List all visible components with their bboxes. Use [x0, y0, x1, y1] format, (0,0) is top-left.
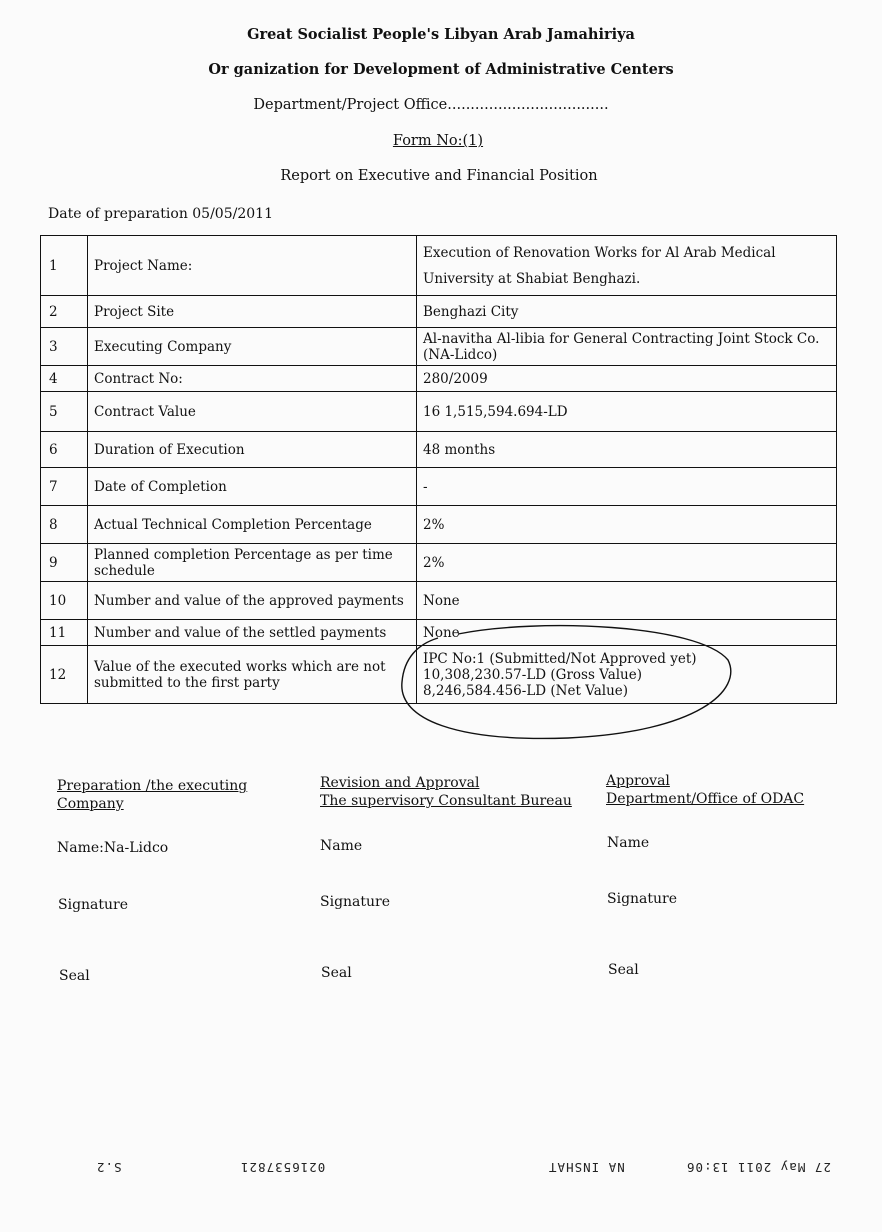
ipc-status: IPC No:1 (Submitted/Not Approved yet) [423, 650, 697, 667]
row-value: None [417, 620, 837, 646]
row-number: 2 [41, 296, 88, 328]
table-row [41, 296, 837, 328]
sig-col1-name: Name:Na-Lidco [57, 840, 169, 856]
sig-col1-heading-line1: Preparation /the executing [57, 778, 248, 794]
table-row [41, 582, 837, 620]
sig-col1-seal: Seal [59, 968, 90, 984]
row-value: 2% [417, 544, 837, 582]
row-number: 4 [41, 366, 88, 392]
table-row [41, 366, 837, 392]
fax-sender: NA INSHAT [548, 1160, 625, 1175]
table-row [41, 646, 837, 704]
row-number: 3 [41, 328, 88, 366]
table-row [41, 432, 837, 468]
row-label: Value of the executed works which are not submitted to the first party [88, 646, 417, 704]
header-organization: Or ganization for Development of Administrative Centers [208, 61, 674, 78]
sig-col3-name: Name [607, 835, 650, 851]
sig-col2-heading-line1: Revision and Approval [320, 775, 480, 791]
row-value: Execution of Renovation Works for Al Arab Medical University at Shabiat Benghazi. [417, 236, 837, 296]
date-of-preparation: Date of preparation 05/05/2011 [48, 206, 273, 222]
sig-col2-heading [320, 774, 572, 810]
table-row [41, 328, 837, 366]
row-number: 5 [41, 392, 88, 432]
row-label: Executing Company [88, 328, 417, 366]
row-value [417, 646, 837, 704]
row-label: Project Site [88, 296, 417, 328]
fax-timestamp: 27 May 2011 13:06 [686, 1160, 831, 1175]
report-title: Report on Executive and Financial Position [280, 168, 598, 184]
row-number: 1 [41, 236, 88, 296]
sig-col2-seal: Seal [321, 965, 352, 981]
row-label: Project Name: [88, 236, 417, 296]
ipc-gross-value: 10,308,230.57-LD (Gross Value) [423, 666, 643, 683]
row-number: 7 [41, 468, 88, 506]
table-row [41, 620, 837, 646]
row-number: 9 [41, 544, 88, 582]
row-value: 16 1,515,594.694-LD [417, 392, 837, 432]
row-label: Duration of Execution [88, 432, 417, 468]
project-info-table [40, 235, 837, 704]
row-number: 12 [41, 646, 88, 704]
row-number: 11 [41, 620, 88, 646]
sig-col2-signature: Signature [320, 894, 391, 910]
row-number: 8 [41, 506, 88, 544]
sig-col3-heading-line2: Department/Office of ODAC [606, 791, 805, 807]
sig-col3-signature: Signature [607, 891, 678, 907]
sig-col1-heading [57, 777, 247, 813]
header-department: Department/Project Office................................... [253, 97, 609, 113]
sig-col1-heading-line2: Company [57, 796, 124, 812]
row-label: Actual Technical Completion Percentage [88, 506, 417, 544]
row-label: Number and value of the approved payments [88, 582, 417, 620]
table-row [41, 544, 837, 582]
ipc-net-value: 8,246,584.456-LD (Net Value) [423, 682, 629, 699]
table-row [41, 236, 837, 296]
sig-col3-heading [606, 772, 804, 808]
header-country: Great Socialist People's Libyan Arab Jamahiriya [247, 26, 635, 43]
sig-col3-heading-line1: Approval [606, 773, 670, 789]
row-value: - [417, 468, 837, 506]
table-row [41, 506, 837, 544]
row-value: 280/2009 [417, 366, 837, 392]
row-label: Planned completion Percentage as per time schedule [88, 544, 417, 582]
fax-number: 0216537821 [240, 1160, 326, 1175]
row-value: None [417, 582, 837, 620]
table-row [41, 392, 837, 432]
row-number: 6 [41, 432, 88, 468]
row-label: Date of Completion [88, 468, 417, 506]
fax-page-number: S.2 [96, 1160, 122, 1175]
sig-col2-heading-line2: The supervisory Consultant Bureau [320, 793, 572, 809]
row-value: Al-navitha Al-libia for General Contracting Joint Stock Co. (NA-Lidco) [417, 328, 837, 366]
row-number: 10 [41, 582, 88, 620]
form-number: Form No:(1) [392, 133, 484, 149]
row-label: Contract No: [88, 366, 417, 392]
sig-col2-name: Name [320, 838, 363, 854]
row-label: Number and value of the settled payments [88, 620, 417, 646]
row-label: Contract Value [88, 392, 417, 432]
row-value: 48 months [417, 432, 837, 468]
sig-col3-seal: Seal [608, 962, 639, 978]
sig-col1-signature: Signature [58, 897, 129, 913]
table-row [41, 468, 837, 506]
row-value: 2% [417, 506, 837, 544]
row-value: Benghazi City [417, 296, 837, 328]
